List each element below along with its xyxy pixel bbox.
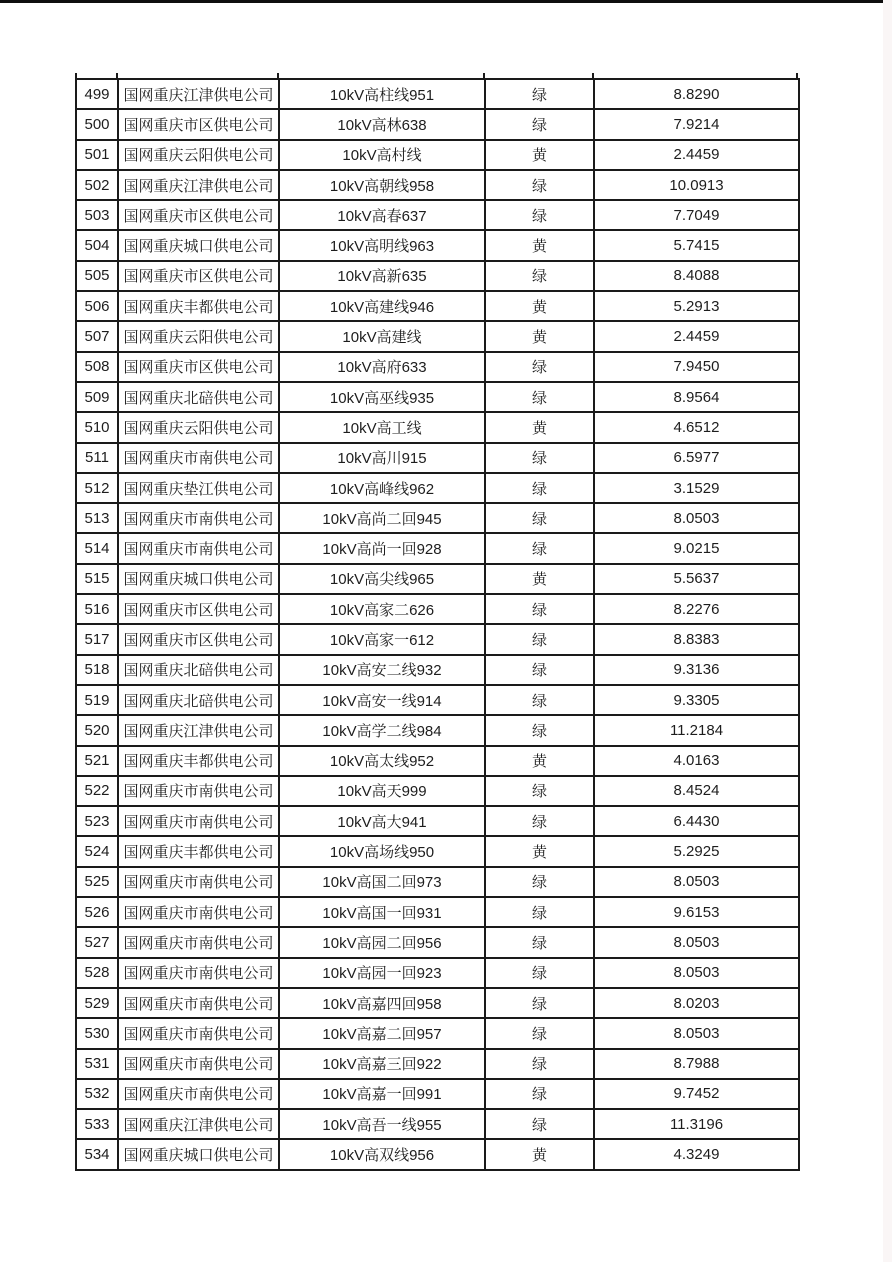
cell-status: 绿	[485, 79, 594, 109]
cell-company: 国网重庆市南供电公司	[118, 927, 279, 957]
cell-row-number: 514	[76, 533, 118, 563]
table-row	[76, 382, 799, 412]
table-row	[76, 746, 799, 776]
cell-status: 黄	[485, 1139, 594, 1170]
cell-line-name: 10kV高园二回956	[279, 927, 485, 957]
table-row	[76, 836, 799, 866]
cell-line-name: 10kV高安一线914	[279, 685, 485, 715]
table-row	[76, 1139, 799, 1170]
cell-value: 8.8383	[594, 624, 799, 654]
cell-status: 绿	[485, 261, 594, 291]
table-row	[76, 230, 799, 260]
table-row	[76, 715, 799, 745]
cell-line-name: 10kV高嘉二回957	[279, 1018, 485, 1048]
cell-company: 国网重庆丰都供电公司	[118, 746, 279, 776]
cell-company: 国网重庆北碚供电公司	[118, 382, 279, 412]
cell-row-number: 511	[76, 443, 118, 473]
cell-value: 7.9450	[594, 352, 799, 382]
table-row	[76, 806, 799, 836]
cell-company: 国网重庆江津供电公司	[118, 79, 279, 109]
cell-status: 黄	[485, 564, 594, 594]
cell-line-name: 10kV高太线952	[279, 746, 485, 776]
cell-row-number: 518	[76, 655, 118, 685]
cell-value: 9.3305	[594, 685, 799, 715]
table-row	[76, 140, 799, 170]
cell-status: 绿	[485, 715, 594, 745]
table-row	[76, 473, 799, 503]
cell-value: 8.0503	[594, 927, 799, 957]
cell-line-name: 10kV高建线	[279, 321, 485, 351]
cell-company: 国网重庆丰都供电公司	[118, 836, 279, 866]
cell-value: 7.7049	[594, 200, 799, 230]
table-row	[76, 1109, 799, 1139]
table-row	[76, 109, 799, 139]
cell-row-number: 503	[76, 200, 118, 230]
cell-line-name: 10kV高场线950	[279, 836, 485, 866]
cell-company: 国网重庆垫江供电公司	[118, 473, 279, 503]
cell-status: 绿	[485, 897, 594, 927]
cell-status: 绿	[485, 1018, 594, 1048]
table-row	[76, 958, 799, 988]
cell-value: 8.0503	[594, 958, 799, 988]
cell-value: 8.7988	[594, 1049, 799, 1079]
cell-status: 绿	[485, 1079, 594, 1109]
cell-line-name: 10kV高国二回973	[279, 867, 485, 897]
cell-company: 国网重庆市南供电公司	[118, 867, 279, 897]
cell-company: 国网重庆城口供电公司	[118, 230, 279, 260]
table-row	[76, 897, 799, 927]
table-row	[76, 776, 799, 806]
cell-company: 国网重庆江津供电公司	[118, 715, 279, 745]
cell-line-name: 10kV高新635	[279, 261, 485, 291]
cell-status: 绿	[485, 988, 594, 1018]
cell-company: 国网重庆市南供电公司	[118, 443, 279, 473]
cell-value: 8.8290	[594, 79, 799, 109]
cell-line-name: 10kV高明线963	[279, 230, 485, 260]
cell-line-name: 10kV高双线956	[279, 1139, 485, 1170]
cell-line-name: 10kV高村线	[279, 140, 485, 170]
cell-company: 国网重庆丰都供电公司	[118, 291, 279, 321]
cell-company: 国网重庆云阳供电公司	[118, 412, 279, 442]
cell-value: 8.0503	[594, 503, 799, 533]
cell-company: 国网重庆市南供电公司	[118, 806, 279, 836]
cell-status: 绿	[485, 927, 594, 957]
clipped-row-border-stub	[592, 73, 594, 78]
cell-status: 绿	[485, 655, 594, 685]
cell-status: 黄	[485, 836, 594, 866]
cell-value: 6.4430	[594, 806, 799, 836]
cell-company: 国网重庆北碚供电公司	[118, 655, 279, 685]
clipped-row-border-stub	[796, 73, 798, 78]
cell-row-number: 507	[76, 321, 118, 351]
cell-status: 绿	[485, 776, 594, 806]
cell-value: 4.3249	[594, 1139, 799, 1170]
table-container	[75, 78, 798, 1171]
cell-line-name: 10kV高川915	[279, 443, 485, 473]
table-row	[76, 261, 799, 291]
cell-row-number: 531	[76, 1049, 118, 1079]
cell-line-name: 10kV高家一612	[279, 624, 485, 654]
cell-status: 绿	[485, 806, 594, 836]
cell-row-number: 530	[76, 1018, 118, 1048]
cell-line-name: 10kV高学二线984	[279, 715, 485, 745]
cell-line-name: 10kV高春637	[279, 200, 485, 230]
cell-value: 4.0163	[594, 746, 799, 776]
cell-status: 黄	[485, 321, 594, 351]
cell-company: 国网重庆市区供电公司	[118, 352, 279, 382]
cell-status: 绿	[485, 867, 594, 897]
table-row	[76, 1018, 799, 1048]
cell-value: 11.2184	[594, 715, 799, 745]
table-row	[76, 927, 799, 957]
cell-line-name: 10kV高吾一线955	[279, 1109, 485, 1139]
cell-line-name: 10kV高天999	[279, 776, 485, 806]
cell-line-name: 10kV高建线946	[279, 291, 485, 321]
cell-company: 国网重庆市南供电公司	[118, 776, 279, 806]
cell-value: 7.9214	[594, 109, 799, 139]
cell-status: 黄	[485, 291, 594, 321]
cell-line-name: 10kV高园一回923	[279, 958, 485, 988]
cell-status: 绿	[485, 1049, 594, 1079]
cell-value: 8.4088	[594, 261, 799, 291]
cell-line-name: 10kV高工线	[279, 412, 485, 442]
cell-company: 国网重庆市区供电公司	[118, 261, 279, 291]
cell-value: 2.4459	[594, 140, 799, 170]
cell-value: 9.7452	[594, 1079, 799, 1109]
cell-row-number: 502	[76, 170, 118, 200]
cell-value: 8.0203	[594, 988, 799, 1018]
cell-company: 国网重庆市南供电公司	[118, 1018, 279, 1048]
cell-status: 绿	[485, 624, 594, 654]
table-row	[76, 291, 799, 321]
cell-company: 国网重庆市南供电公司	[118, 897, 279, 927]
clipped-row-border-stub	[75, 73, 77, 78]
cell-row-number: 515	[76, 564, 118, 594]
cell-line-name: 10kV高峰线962	[279, 473, 485, 503]
table-row	[76, 564, 799, 594]
table-row	[76, 594, 799, 624]
table-row	[76, 655, 799, 685]
table-row	[76, 533, 799, 563]
cell-row-number: 504	[76, 230, 118, 260]
page-top-rule	[0, 0, 884, 3]
table-row	[76, 503, 799, 533]
cell-company: 国网重庆市区供电公司	[118, 594, 279, 624]
clipped-row-border-stub	[277, 73, 279, 78]
cell-company: 国网重庆市区供电公司	[118, 624, 279, 654]
table-row	[76, 867, 799, 897]
cell-line-name: 10kV高嘉四回958	[279, 988, 485, 1018]
cell-status: 绿	[485, 503, 594, 533]
cell-company: 国网重庆江津供电公司	[118, 1109, 279, 1139]
cell-line-name: 10kV高国一回931	[279, 897, 485, 927]
cell-row-number: 509	[76, 382, 118, 412]
cell-value: 2.4459	[594, 321, 799, 351]
cell-status: 绿	[485, 443, 594, 473]
cell-line-name: 10kV高嘉一回991	[279, 1079, 485, 1109]
cell-status: 绿	[485, 382, 594, 412]
cell-row-number: 499	[76, 79, 118, 109]
cell-line-name: 10kV高尖线965	[279, 564, 485, 594]
cell-company: 国网重庆城口供电公司	[118, 564, 279, 594]
cell-row-number: 500	[76, 109, 118, 139]
clipped-row-border-stub	[483, 73, 485, 78]
cell-row-number: 534	[76, 1139, 118, 1170]
cell-value: 10.0913	[594, 170, 799, 200]
cell-value: 5.2925	[594, 836, 799, 866]
cell-row-number: 529	[76, 988, 118, 1018]
cell-status: 绿	[485, 170, 594, 200]
cell-status: 绿	[485, 533, 594, 563]
cell-row-number: 526	[76, 897, 118, 927]
cell-value: 8.0503	[594, 1018, 799, 1048]
cell-line-name: 10kV高家二626	[279, 594, 485, 624]
cell-value: 9.3136	[594, 655, 799, 685]
cell-row-number: 519	[76, 685, 118, 715]
clipped-row-border-stub	[116, 73, 118, 78]
cell-row-number: 533	[76, 1109, 118, 1139]
cell-value: 4.6512	[594, 412, 799, 442]
cell-line-name: 10kV高尚二回945	[279, 503, 485, 533]
cell-company: 国网重庆市南供电公司	[118, 503, 279, 533]
cell-row-number: 513	[76, 503, 118, 533]
cell-value: 9.0215	[594, 533, 799, 563]
cell-line-name: 10kV高林638	[279, 109, 485, 139]
power-line-table	[75, 78, 800, 1171]
cell-value: 6.5977	[594, 443, 799, 473]
table-row	[76, 412, 799, 442]
cell-company: 国网重庆市南供电公司	[118, 1049, 279, 1079]
table-row	[76, 624, 799, 654]
cell-company: 国网重庆云阳供电公司	[118, 140, 279, 170]
cell-row-number: 501	[76, 140, 118, 170]
cell-status: 黄	[485, 412, 594, 442]
cell-company: 国网重庆市南供电公司	[118, 958, 279, 988]
cell-row-number: 512	[76, 473, 118, 503]
cell-line-name: 10kV高安二线932	[279, 655, 485, 685]
cell-status: 绿	[485, 109, 594, 139]
cell-status: 绿	[485, 958, 594, 988]
cell-value: 8.4524	[594, 776, 799, 806]
table-row	[76, 443, 799, 473]
cell-row-number: 528	[76, 958, 118, 988]
cell-company: 国网重庆江津供电公司	[118, 170, 279, 200]
cell-status: 黄	[485, 140, 594, 170]
cell-value: 3.1529	[594, 473, 799, 503]
table-row	[76, 1049, 799, 1079]
page-right-edge	[883, 0, 892, 1262]
cell-row-number: 523	[76, 806, 118, 836]
cell-row-number: 532	[76, 1079, 118, 1109]
cell-line-name: 10kV高巫线935	[279, 382, 485, 412]
table-row	[76, 321, 799, 351]
cell-row-number: 522	[76, 776, 118, 806]
cell-value: 8.0503	[594, 867, 799, 897]
table-row	[76, 200, 799, 230]
cell-row-number: 508	[76, 352, 118, 382]
cell-row-number: 506	[76, 291, 118, 321]
table-row	[76, 685, 799, 715]
cell-line-name: 10kV高嘉三回922	[279, 1049, 485, 1079]
cell-company: 国网重庆市南供电公司	[118, 988, 279, 1018]
cell-status: 黄	[485, 746, 594, 776]
cell-status: 绿	[485, 200, 594, 230]
cell-line-name: 10kV高朝线958	[279, 170, 485, 200]
table-row	[76, 79, 799, 109]
cell-company: 国网重庆北碚供电公司	[118, 685, 279, 715]
cell-value: 8.2276	[594, 594, 799, 624]
cell-row-number: 520	[76, 715, 118, 745]
cell-value: 5.7415	[594, 230, 799, 260]
cell-company: 国网重庆市区供电公司	[118, 200, 279, 230]
cell-company: 国网重庆城口供电公司	[118, 1139, 279, 1170]
cell-row-number: 505	[76, 261, 118, 291]
cell-row-number: 510	[76, 412, 118, 442]
cell-status: 绿	[485, 352, 594, 382]
cell-value: 8.9564	[594, 382, 799, 412]
cell-status: 绿	[485, 685, 594, 715]
cell-value: 9.6153	[594, 897, 799, 927]
table-row	[76, 1079, 799, 1109]
cell-status: 绿	[485, 1109, 594, 1139]
cell-row-number: 517	[76, 624, 118, 654]
cell-row-number: 525	[76, 867, 118, 897]
cell-line-name: 10kV高尚一回928	[279, 533, 485, 563]
cell-row-number: 527	[76, 927, 118, 957]
cell-line-name: 10kV高柱线951	[279, 79, 485, 109]
cell-company: 国网重庆云阳供电公司	[118, 321, 279, 351]
cell-line-name: 10kV高府633	[279, 352, 485, 382]
cell-status: 黄	[485, 230, 594, 260]
cell-row-number: 521	[76, 746, 118, 776]
cell-company: 国网重庆市区供电公司	[118, 109, 279, 139]
table-row	[76, 352, 799, 382]
cell-company: 国网重庆市南供电公司	[118, 533, 279, 563]
cell-status: 绿	[485, 473, 594, 503]
cell-status: 绿	[485, 594, 594, 624]
cell-line-name: 10kV高大941	[279, 806, 485, 836]
cell-row-number: 516	[76, 594, 118, 624]
cell-value: 5.5637	[594, 564, 799, 594]
table-body	[76, 79, 799, 1170]
cell-row-number: 524	[76, 836, 118, 866]
table-row	[76, 988, 799, 1018]
table-row	[76, 170, 799, 200]
cell-value: 5.2913	[594, 291, 799, 321]
cell-company: 国网重庆市南供电公司	[118, 1079, 279, 1109]
cell-value: 11.3196	[594, 1109, 799, 1139]
